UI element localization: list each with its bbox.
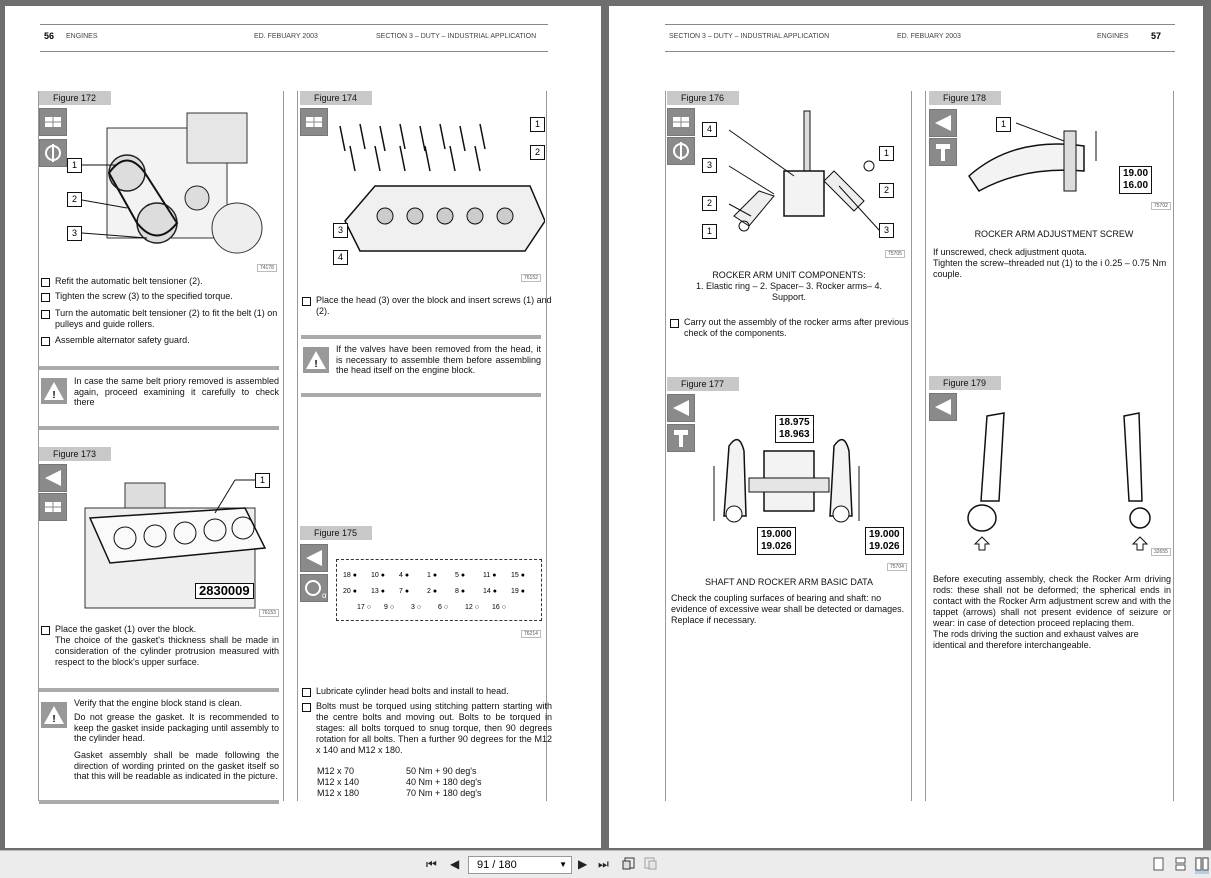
callout-4: 4 — [702, 122, 717, 137]
figure-code: 75704 — [887, 563, 907, 571]
prev-page-button[interactable]: ◀ — [450, 857, 460, 871]
bolt-sequence-number: 10 ● — [371, 572, 385, 579]
warning-icon — [41, 702, 67, 728]
right-page — [609, 6, 1203, 848]
figure-178-label: Figure 178 — [929, 91, 1001, 105]
figure-176-rocker-drawing — [699, 106, 909, 246]
figure-174-head-drawing — [330, 116, 545, 271]
caption-title: ROCKER ARM UNIT COMPONENTS: — [712, 270, 866, 280]
bolt-sequence-number: 18 ● — [343, 572, 357, 579]
forward-view-icon[interactable] — [644, 857, 658, 874]
callout-2: 2 — [67, 192, 82, 207]
warning-box — [39, 688, 279, 804]
page-number: 56 — [44, 31, 55, 41]
sequence-row — [343, 588, 539, 595]
bolt-sequence-number: 19 ● — [511, 588, 525, 595]
header-section-label: ENGINES — [1097, 33, 1129, 40]
step: Turn the automatic belt tensioner (2) to fit the belt (1) on pulleys and guide rollers. — [41, 308, 295, 330]
bolt-sequence-number: 9 ○ — [384, 604, 395, 611]
bolt-sequence-number: 17 ○ — [357, 604, 371, 611]
figure-code: 74178 — [257, 264, 277, 272]
warning-text: If the valves have been removed from the head, it is necessary to assemble them before assembling the head itself on the engine block. — [336, 344, 541, 375]
step: Carry out the assembly of the rocker arms after previous check of the components. — [670, 317, 920, 339]
step: Assemble alternator safety guard. — [41, 335, 295, 346]
measure-icon — [929, 393, 957, 421]
figure-code: 76153 — [259, 609, 279, 617]
step: Place the gasket (1) over the block. — [41, 624, 295, 635]
torque-value: 40 Nm + 180 deg's — [406, 777, 482, 787]
torque-bolt: M12 x 140 — [317, 777, 360, 787]
torque-bolt: M12 x 180 — [317, 788, 360, 798]
bolt-sequence-number: 13 ● — [371, 588, 385, 595]
body-text: Replace if necessary. — [671, 615, 757, 625]
step: Tighten the screw (3) to the specified torque. — [41, 291, 295, 302]
first-page-button[interactable]: ⏮ — [426, 857, 437, 871]
continuous-view-icon[interactable] — [1175, 857, 1187, 874]
page-selector[interactable] — [468, 856, 572, 874]
callout-1: 1 — [879, 146, 894, 161]
tool-icon — [929, 138, 957, 166]
figure-176-label: Figure 176 — [667, 91, 739, 105]
bolt-sequence-number: 8 ● — [455, 588, 466, 595]
page-indicator: 91 / 180 — [477, 859, 517, 871]
header-section: SECTION 3 – DUTY – INDUSTRIAL APPLICATION — [376, 33, 537, 40]
callout-3: 3 — [67, 226, 82, 241]
bolt-sequence-number: 14 ● — [483, 588, 497, 595]
figure-code: 76214 — [521, 630, 541, 638]
single-page-view-icon[interactable] — [1153, 857, 1165, 874]
step: Bolts must be torqued using stitching pattern starting with the centre bolts and moving out. Bolts to be torqued in stages: all bolts torqued to snug torque, then 90 degrees rotation for all bolts. Then a further 90 degrees for the M12 x 140 and M12 x 180. — [302, 701, 552, 756]
torque-bolt: M12 x 70 — [317, 766, 355, 776]
left-page-header — [40, 24, 548, 52]
step: Place the head (3) over the block and insert screws (1) and (2). — [302, 295, 552, 317]
figure-175-label: Figure 175 — [300, 526, 372, 540]
warning-text: Do not grease the gasket. It is recommended to keep the gasket inside packaging until assembly to the cylinder head. — [74, 712, 279, 743]
measure-icon — [300, 544, 328, 572]
warning-icon — [303, 347, 329, 373]
dimension-label: 18.975 18.963 — [775, 415, 814, 443]
callout-1: 1 — [702, 224, 717, 239]
figure-179-label: Figure 179 — [929, 376, 1001, 390]
caption: ROCKER ARM ADJUSTMENT SCREW — [974, 229, 1134, 239]
bolt-sequence-number: 3 ○ — [411, 604, 422, 611]
figure-173-label: Figure 173 — [39, 447, 111, 461]
callout-1: 1 — [996, 117, 1011, 132]
bolt-sequence-number: 11 ● — [483, 572, 497, 579]
sequence-row — [357, 604, 519, 611]
dimension-label: 19.000 19.026 — [865, 527, 904, 555]
sequence-row — [343, 572, 539, 579]
body-text: Check the coupling surfaces of bearing and shaft: no evidence of excessive wear shall be detected or damages. — [671, 593, 905, 614]
page-number: 57 — [1151, 31, 1162, 41]
bolt-sequence-number: 20 ● — [343, 588, 357, 595]
rotate-icon — [39, 139, 67, 167]
svg-text:!: ! — [52, 714, 56, 725]
body-text: Tighten the screw–threaded nut (1) to the i 0.25 – 0.75 Nm couple. — [933, 258, 1167, 279]
measure-icon — [667, 394, 695, 422]
figure-code: 32655 — [1151, 548, 1171, 556]
bolt-sequence-number: 4 ● — [399, 572, 410, 579]
dimension-label: 19.00 16.00 — [1119, 166, 1152, 194]
bolt-sequence-number: 12 ○ — [465, 604, 479, 611]
warning-text: Verify that the engine block stand is clean. — [74, 698, 243, 708]
step: Lubricate cylinder head bolts and install to head. — [302, 686, 552, 697]
figure-174-label: Figure 174 — [300, 91, 372, 105]
callout-2: 2 — [530, 145, 545, 160]
callout-2: 2 — [702, 196, 717, 211]
bolt-sequence-number: 6 ○ — [438, 604, 449, 611]
torque-value: 50 Nm + 90 deg's — [406, 766, 477, 776]
caption-body: 1. Elastic ring – 2. Spacer– 3. Rocker arms– 4. Support. — [695, 281, 883, 302]
warning-box — [301, 335, 541, 397]
bolt-sequence-number: 15 ● — [511, 572, 525, 579]
header-section-label: ENGINES — [66, 33, 98, 40]
next-page-button[interactable]: ▶ — [578, 857, 588, 871]
two-page-view-icon[interactable] — [1195, 857, 1209, 874]
chevron-down-icon: ▼ — [559, 860, 567, 869]
torque-angle-icon — [300, 574, 328, 602]
callout-3: 3 — [879, 223, 894, 238]
header-section: SECTION 3 – DUTY – INDUSTRIAL APPLICATION — [669, 33, 830, 40]
figure-172-engine-drawing — [67, 108, 272, 261]
body-text: The rods driving the suction and exhaust valves are identical and therefore interchangeable. — [933, 629, 1139, 650]
left-page — [5, 6, 601, 848]
rotate-icon — [667, 137, 695, 165]
svg-text:!: ! — [52, 390, 56, 401]
disassembly-icon — [39, 108, 67, 136]
callout-4: 4 — [333, 250, 348, 265]
measure-icon — [39, 464, 67, 492]
callout-2: 2 — [879, 183, 894, 198]
warning-text: In case the same belt priory removed is assembled again, proceed examining it carefully to check there — [74, 376, 279, 407]
warning-box — [39, 366, 279, 430]
viewer-toolbar — [0, 850, 1211, 878]
dimension-label: 19.000 19.026 — [757, 527, 796, 555]
right-page-header — [665, 24, 1175, 52]
bolt-sequence-number: 5 ● — [455, 572, 466, 579]
callout-1: 1 — [255, 473, 270, 488]
back-view-icon[interactable] — [622, 857, 636, 874]
callout-1: 1 — [530, 117, 545, 132]
torque-value: 70 Nm + 180 deg's — [406, 788, 482, 798]
svg-text:α: α — [322, 591, 327, 600]
svg-text:!: ! — [314, 359, 318, 370]
step: Refit the automatic belt tensioner (2). — [41, 276, 295, 287]
figure-code: 76152 — [521, 274, 541, 282]
bolt-sequence-number: 7 ● — [399, 588, 410, 595]
callout-1: 1 — [67, 158, 82, 173]
header-edition: ED. FEBUARY 2003 — [897, 33, 961, 40]
caption: SHAFT AND ROCKER ARM BASIC DATA — [704, 577, 874, 587]
last-page-button[interactable]: ⏭ — [598, 857, 609, 871]
bolt-sequence-number: 2 ● — [427, 588, 438, 595]
figure-178-screw-drawing — [964, 116, 1124, 206]
bolt-sequence-number: 1 ● — [427, 572, 438, 579]
disassembly-icon — [667, 108, 695, 136]
callout-3: 3 — [702, 158, 717, 173]
tightening-sequence-diagram — [336, 559, 542, 621]
step-note: The choice of the gasket's thickness shall be made in consideration of the cylinder protrusion measured with respect to the block's upper surface. — [55, 635, 279, 667]
warning-text: Gasket assembly shall be made following the direction of wording printed on the gasket itself so that this will be readable as indicated in the picture. — [74, 750, 279, 781]
body-text: If unscrewed, check adjustment quota. — [933, 247, 1087, 257]
figure-172-label: Figure 172 — [39, 91, 111, 105]
disassembly-icon — [300, 108, 328, 136]
warning-icon — [41, 378, 67, 404]
figure-code: 75705 — [885, 250, 905, 258]
figure-177-label: Figure 177 — [667, 377, 739, 391]
disassembly-icon — [39, 493, 67, 521]
tool-icon — [667, 424, 695, 452]
figure-179-rods-drawing — [959, 401, 1169, 551]
gasket-code-label: 2830009 — [195, 583, 254, 599]
header-edition: ED. FEBUARY 2003 — [254, 33, 318, 40]
callout-3: 3 — [333, 223, 348, 238]
body-text: Before executing assembly, check the Rocker Arm driving rods: these shall not be deformed; the spherical ends in contact with the Rocker Arm adjustment screw and with the tappet (arrows) shall not present evidence of seizure or wear: in case of detection proceed replacing them. — [933, 574, 1171, 628]
figure-code: 75702 — [1151, 202, 1171, 210]
bolt-sequence-number: 16 ○ — [492, 604, 506, 611]
measure-icon — [929, 109, 957, 137]
